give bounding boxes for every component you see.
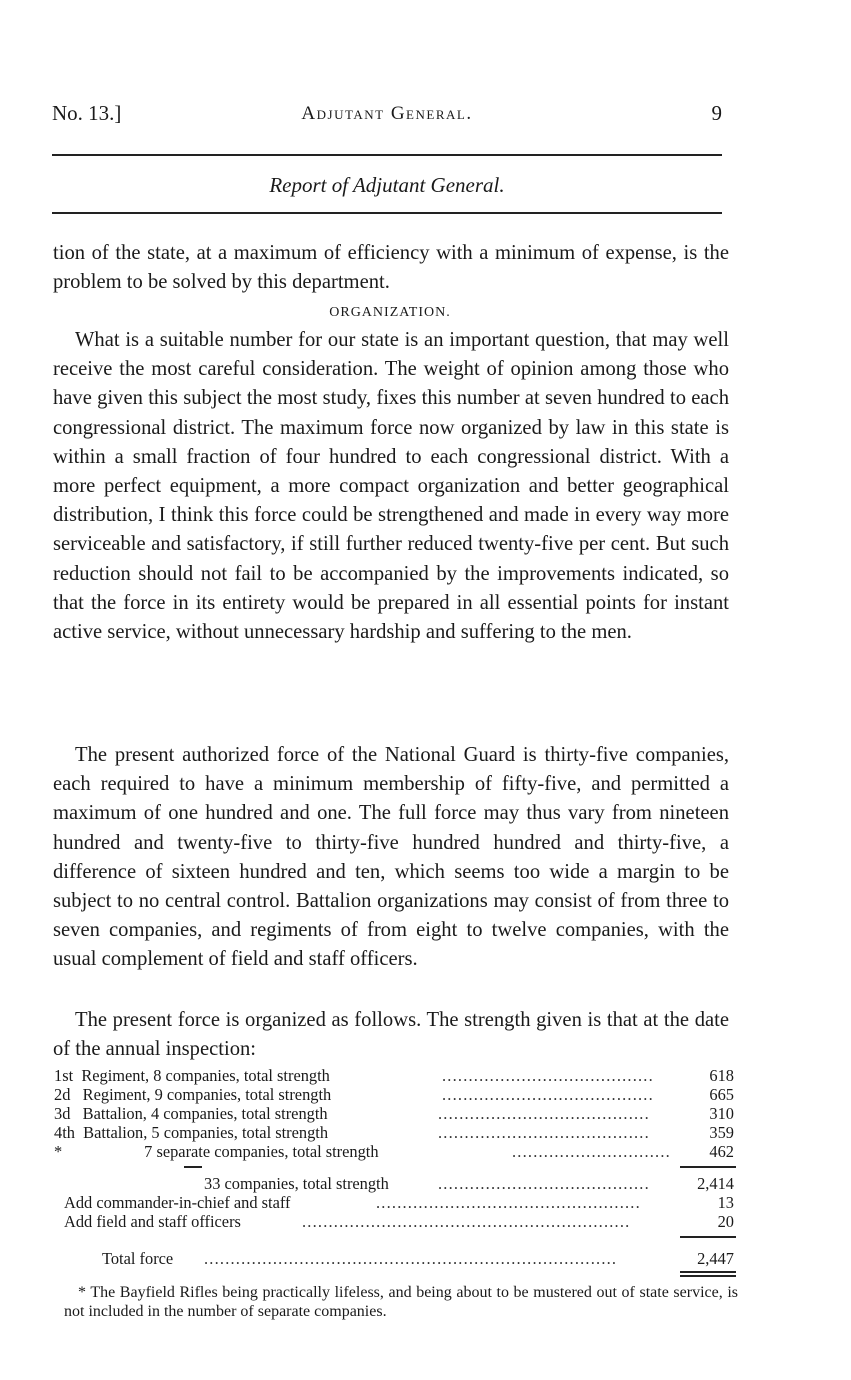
sum-rule-right: [680, 1166, 736, 1168]
paragraph-suitable-number: [53, 326, 729, 647]
paragraph-authorized-force: [53, 741, 729, 975]
row-label: 1st Regiment, 8 companies, total strength: [54, 1066, 330, 1085]
report-subhead: Report of Adjutant General.: [269, 173, 505, 197]
double-rule-top: [680, 1271, 736, 1273]
row-label: 4th Battalion, 5 companies, total strength: [54, 1123, 329, 1142]
table-row: [54, 1085, 738, 1105]
section-heading: ORGANIZATION.: [329, 305, 451, 320]
row-label: 2d Regiment, 9 companies, total strength: [54, 1085, 332, 1104]
row-value: 20: [717, 1212, 734, 1231]
dot-leader: ........................................: [442, 1085, 654, 1104]
dot-leader: ........................................: [438, 1123, 650, 1142]
table-row: [54, 1104, 738, 1124]
table-row: [54, 1212, 738, 1232]
table-row: [54, 1066, 738, 1086]
page-number: 9: [711, 101, 722, 125]
double-rule-bottom: [680, 1275, 736, 1277]
dot-leader: ........................................: [442, 1066, 654, 1085]
dot-leader: ..............................: [512, 1142, 671, 1161]
table-row: [54, 1123, 738, 1143]
footnote: * The Bayfield Rifles being practically lifeless, and being about to be mustered out of state service, is not included in the number of separate companies.: [64, 1284, 738, 1320]
total-rule: [680, 1236, 736, 1238]
row-value: 13: [717, 1193, 734, 1212]
paragraph-text: What is a suitable number for our state is an important question, that may well receive the most careful consideration. The weight of opinion among those who have given this subject the most study, fixes this number at seven hundred to each congressional district. The maximum force now organized by law in this state is within a small fraction of four hundred to each congressional district. With a more perfect equipment, a more compact organization and better geographical distribution, I think this force could be strengthened and made in every way more serviceable and satisfactory, if still further reduced twenty-five per cent. But such reduction should not fail to be accompanied by the improvements indicated, so that the force in its entirety would be prepared in all essential points for instant active service, without unnecessary hardship and suffering to the men.: [53, 329, 729, 644]
row-value: 462: [709, 1142, 734, 1161]
dot-leader: ..................................................: [376, 1193, 641, 1212]
dot-leader: ..............................................................................: [204, 1249, 618, 1268]
table-row: [54, 1193, 738, 1213]
row-label: 33 companies, total strength: [204, 1174, 389, 1193]
running-title: Adjutant General.: [301, 103, 473, 124]
dot-leader: ..............................................................: [302, 1212, 631, 1231]
header-rule-bottom: [52, 212, 722, 214]
sum-rule-left: [184, 1166, 202, 1168]
dot-leader: ........................................: [438, 1104, 650, 1123]
row-value: 618: [709, 1066, 734, 1085]
paragraph-text: The present authorized force of the National Guard is thirty-five companies, each required to have a minimum membership of fifty-five, and permitted a maximum of one hundred and one. The full force may thus vary from nineteen hundred and twenty-five to thirty-five hundred hundred and thirty-five, a difference of sixteen hundred and ten, which seems too wide a margin to be subject to no central control. Battalion organizations may consist of from three to seven companies, and regiments of from eight to twelve companies, with the usual complement of field and staff officers.: [53, 744, 729, 971]
table-row: [54, 1142, 738, 1162]
row-value: 2,447: [697, 1249, 734, 1268]
continued-paragraph: [53, 239, 729, 297]
row-label: 3d Battalion, 4 companies, total strength: [54, 1104, 328, 1123]
row-label: Add commander-in-chief and staff: [64, 1193, 291, 1212]
paragraph-present-force: [53, 1006, 729, 1064]
subtotal-row: [54, 1174, 738, 1194]
paragraph-text: tion of the state, at a maximum of efficiency with a minimum of expense, is the problem to be solved by this department.: [53, 242, 729, 294]
total-row: [54, 1249, 738, 1269]
row-label: * 7 separate companies, total strength: [54, 1142, 379, 1161]
row-label: Add field and staff officers: [64, 1212, 241, 1231]
row-value: 359: [709, 1123, 734, 1142]
paragraph-text: The present force is organized as follows. The strength given is that at the date of the annual inspection:: [53, 1009, 729, 1061]
row-value: 2,414: [697, 1174, 734, 1193]
header-rule-top: [52, 154, 722, 156]
running-head: [52, 101, 722, 129]
row-label: Total force: [102, 1249, 174, 1268]
dot-leader: ........................................: [438, 1174, 650, 1193]
row-value: 310: [709, 1104, 734, 1123]
report-number: No. 13.]: [52, 101, 122, 125]
row-value: 665: [709, 1085, 734, 1104]
